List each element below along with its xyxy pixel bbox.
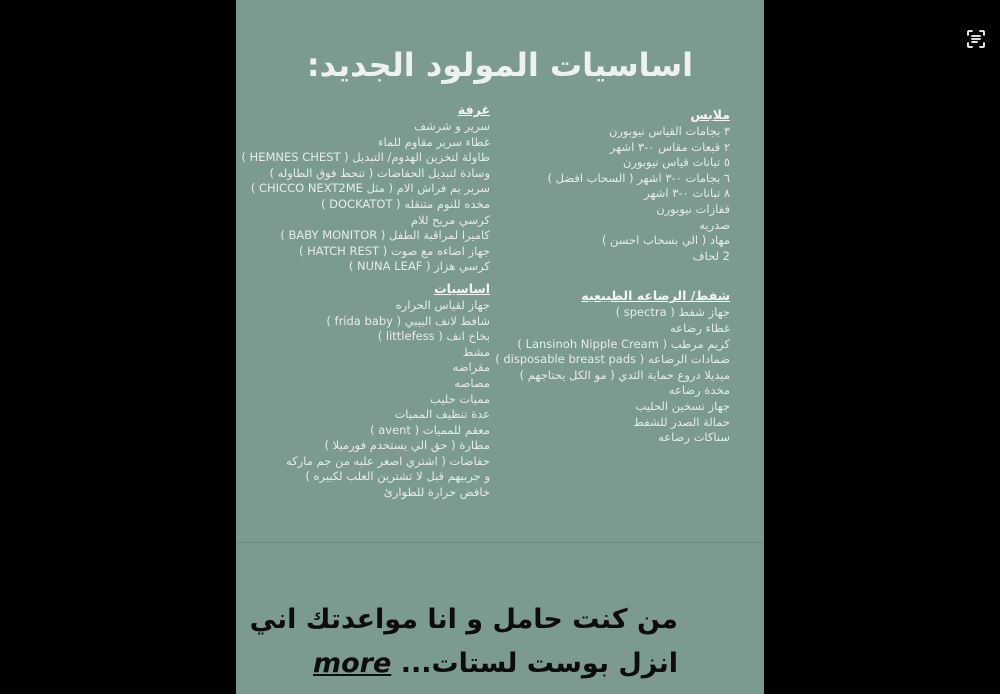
section-heading-essentials: اساسيات [434, 280, 490, 296]
list-item: حفاضات ( اشتري اصغر علبه من جم ماركه [286, 453, 490, 468]
list-item: سرير يم فراش الام ( مثل CHICCO NEXT2ME ) [250, 181, 490, 196]
list-item: طاولة لتخزين الهدوم/ التبديل ( HEMNES CHEST ) [241, 150, 490, 165]
list-item: ٣ بجامات القياس نيوبورن [608, 124, 730, 138]
list-item: كريم مرطب ( Lansinoh Nipple Cream ) [517, 336, 730, 351]
list-item: غطاء رضاعه [670, 320, 730, 335]
list-item: جهاز اضاءه مع صوت ( HATCH REST ) [299, 243, 490, 258]
clothes-list [490, 124, 730, 264]
list-item: جهاز لقياس الحراره [395, 297, 490, 312]
caption-line-2 [238, 642, 678, 686]
list-item: حمالة الصدر للشفط [633, 414, 730, 429]
list-item: و جربيهم قبل لا تشترين العلب لكبيره ) [305, 469, 490, 484]
section-heading-clothes: ملابس [690, 107, 730, 122]
list-item: قفازات نيوبورن [656, 201, 730, 216]
list-item: ضمادات الرضاعه ( disposable breast pads ) [495, 352, 730, 367]
post-title: اساسيات المولود الجديد: [306, 46, 694, 84]
list-item: جهاز تسخين الحليب [635, 398, 730, 413]
list-item: كاميرا لمراقبة الطفل ( BABY MONITOR ) [280, 228, 490, 243]
list-item: كرسي مريح للام [411, 212, 490, 227]
list-item: خافض حرارة للطوارئ [383, 485, 490, 500]
caption-line-2-text: انزل بوست لستات... [400, 648, 678, 679]
list-item: ميديلا دروع حماية الثدي ( مو الكل يحتاجهم ) [519, 367, 730, 382]
spacer [490, 264, 730, 286]
right-column [490, 105, 730, 446]
list-item: ٢ قبعات مقاس ٠-٣ اشهر [609, 139, 730, 154]
section-heading-room: غرفة [457, 102, 490, 117]
list-item: سرير و شرشف [414, 119, 490, 133]
list-item: عدة تنظيف المميات [394, 407, 490, 422]
post-caption [238, 598, 678, 686]
scan-text-icon[interactable] [964, 27, 988, 51]
list-item: مخدة رضاعه [668, 383, 730, 398]
list-item: صدريه [699, 217, 730, 232]
list-item: ٨ تبانات ٠-٣ اشهر [644, 186, 730, 201]
essentials-list [240, 298, 490, 501]
list-item: وسادة لتبديل الحفاضات ( تنحط فوق الطاوله ) [269, 165, 490, 180]
list-item: كرسي هزاز ( NUNA LEAF ) [348, 259, 490, 274]
list-item: مقراضه [452, 360, 490, 375]
list-item: ٥ تبانات قياس نيوبورن [622, 155, 730, 170]
list-item: 2 لحاف [692, 248, 730, 263]
list-item: معقم للمميات ( avent ) [370, 422, 490, 437]
left-column [240, 100, 490, 501]
more-link[interactable]: more [312, 648, 392, 679]
room-list [240, 119, 490, 275]
story-card [236, 0, 764, 694]
list-item: مشط [462, 344, 490, 359]
list-item: شافط لانف البيبي ( frida baby ) [326, 313, 490, 328]
list-item: ٦ بجامات ٠-٣ اشهر ( السحاب افضل ) [547, 170, 730, 185]
list-item: جهاز شفط ( spectra ) [615, 305, 730, 320]
list-item: بخاخ انف ( littlefess ) [377, 329, 490, 344]
section-heading-breastfeeding: شفط/ الرضاعه الطبيعيه [581, 288, 730, 304]
list-item: مخده للنوم متنقله ( DOCKATOT ) [320, 196, 490, 211]
list-item: غطاء سرير مقاوم للماء [378, 134, 490, 149]
breastfeeding-list [490, 305, 730, 445]
list-item: مطارة ( حق الي يستخدم فورميلا ) [324, 438, 490, 453]
list-item: مصاصه [454, 375, 490, 390]
caption-line-1: من كنت حامل و انا مواعدتك اني [249, 604, 678, 635]
divider [236, 542, 764, 543]
list-item: مميات حليب [430, 391, 490, 406]
list-item: سناكات رضاعه [658, 430, 730, 445]
list-item: مهاد ( الي بسحاب احسن ) [601, 233, 730, 248]
